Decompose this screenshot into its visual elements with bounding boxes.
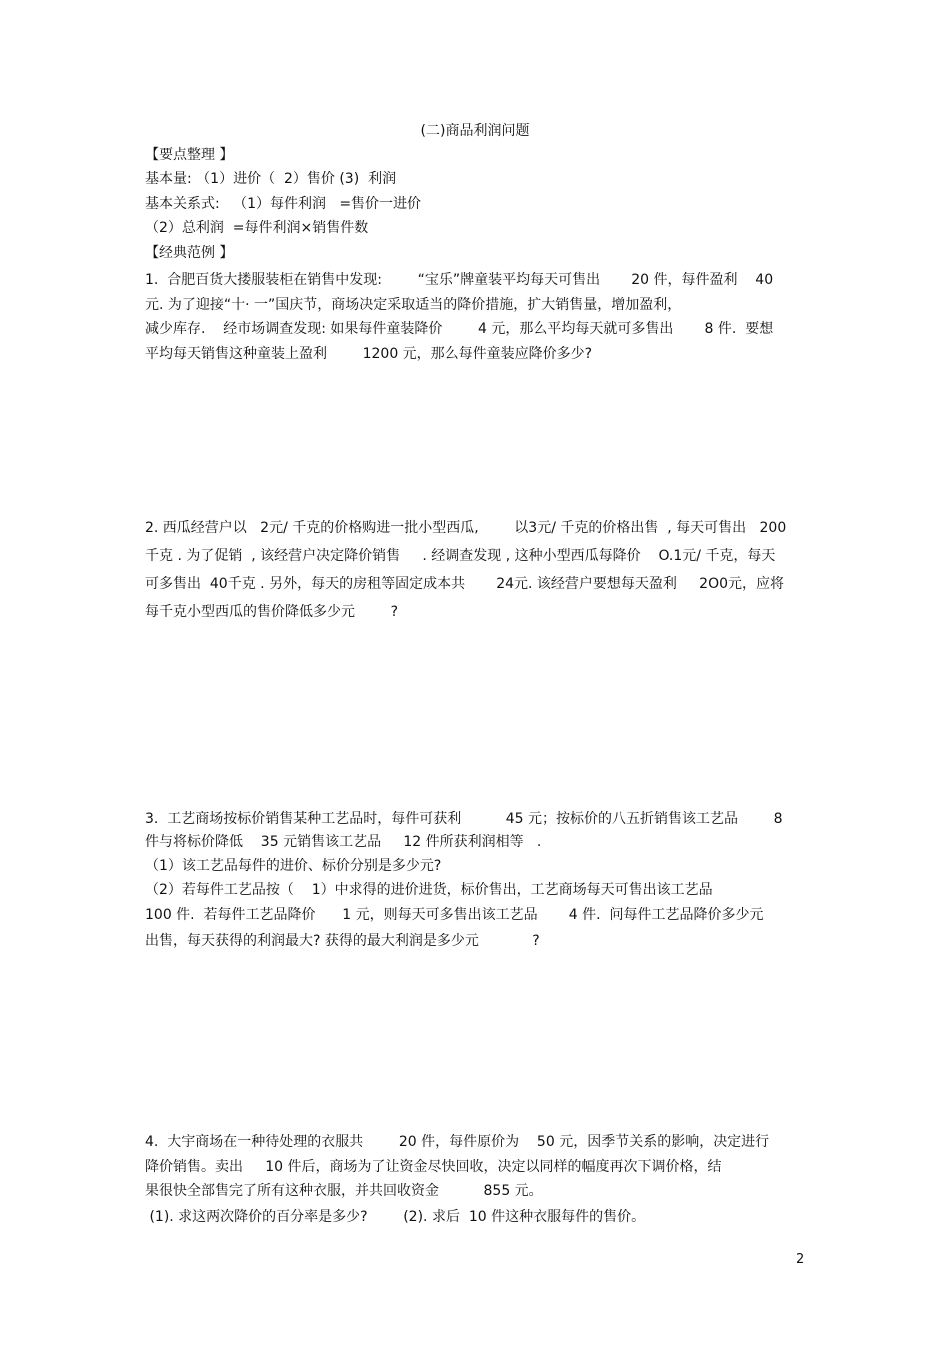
problem-2-line: 千克 . 为了促销 , 该经营户决定降价销售 . 经调查发现 , 这种小型西瓜每降价 O.1元/ 千克，每天	[145, 548, 776, 564]
problem-4-line: 果很快全部售完了所有这种衣服，并共回收资金 855 元。	[145, 1183, 543, 1199]
key-points-line-1: 基本量: （1）进价（ 2）售价 (3) 利润	[145, 171, 397, 187]
key-points-line-2: 基本关系式: （1）每件利润 =售价一进价	[145, 196, 422, 212]
problem-4-line: 降价销售。卖出 10 件后，商场为了让资金尽快回收，决定以同样的幅度再次下调价格，结	[145, 1159, 722, 1175]
key-points-heading: 【要点整理 】	[145, 147, 234, 163]
problem-3-line: （2）若每件工艺品按（ 1）中求得的进价进货，标价售出，工艺商场每天可售出该工艺品	[145, 882, 713, 898]
problem-4-line: 4. 大宇商场在一种待处理的衣服共 20 件，每件原价为 50 元，因季节关系的影响，决定进行	[145, 1134, 770, 1150]
problem-3-line: 出售，每天获得的利润最大? 获得的最大利润是多少元 ?	[145, 933, 540, 949]
problem-2-line: 2. 西瓜经营户以 2元/ 千克的价格购进一批小型西瓜, 以3元/ 千克的价格出售 , 每天可售出 200	[145, 520, 787, 536]
key-points-line-3: （2）总利润 =每件利润×销售件数	[145, 220, 369, 236]
problem-3-line: 3. 工艺商场按标价销售某种工艺品时，每件可获利 45 元；按标价的八五折销售该工艺品 8	[145, 811, 783, 827]
problem-2-line: 每千克小型西瓜的售价降低多少元 ?	[145, 604, 399, 620]
page-title: (二)商品利润问题	[420, 123, 530, 139]
problem-1-line: 元. 为了迎接“十· 一”国庆节，商场决定采取适当的降价措施，扩大销售量，增加盈利，	[145, 297, 682, 313]
examples-heading: 【经典范例 】	[145, 245, 234, 261]
problem-4-line: (1). 求这两次降价的百分率是多少? (2). 求后 10 件这种衣服每件的售价。	[145, 1209, 646, 1225]
problem-3-line: 100 件. 若每件工艺品降价 1 元，则每天可多售出该工艺品 4 件. 问每件工艺品降价多少元	[145, 907, 764, 923]
page-number: 2	[796, 1252, 805, 1267]
problem-3-line: （1）该工艺品每件的进价、标价分别是多少元?	[145, 858, 442, 874]
problem-2-line: 可多售出 40千克 . 另外，每天的房租等固定成本共 24元. 该经营户要想每天盈利 2O0元，应将	[145, 576, 785, 592]
problem-1-line: 1. 合肥百货大搂服装柜在销售中发现: “宝乐”牌童装平均每天可售出 20 件，每件盈利 40	[145, 272, 774, 288]
problem-3-line: 件与将标价降低 35 元销售该工艺品 12 件所获利润相等 .	[145, 834, 542, 850]
problem-1-line: 平均每天销售这种童装上盈利 1200 元，那么每件童装应降价多少?	[145, 346, 593, 362]
problem-1-line: 减少库存. 经市场调查发现: 如果每件童装降价 4 元，那么平均每天就可多售出 8 件. 要想	[145, 321, 774, 337]
